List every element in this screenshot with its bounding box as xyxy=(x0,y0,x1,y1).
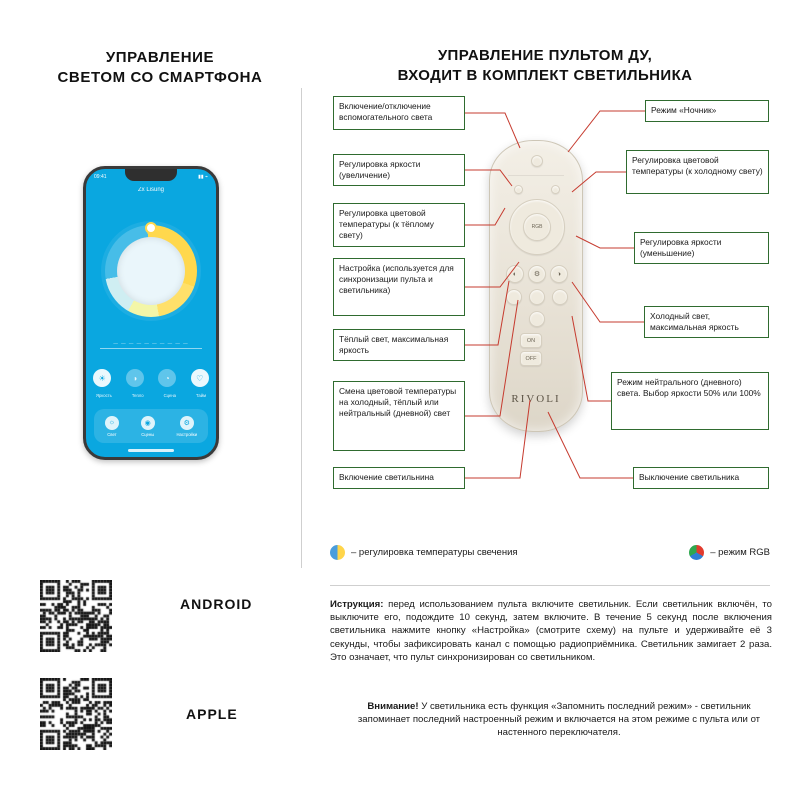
callout-left-3: Настройка (используется для синхронизации пульта и светильника) xyxy=(333,258,465,316)
smartphone-mockup xyxy=(83,166,219,460)
page-title-right xyxy=(330,46,760,86)
quick-action-warm-icon[interactable]: ◑ xyxy=(126,369,144,387)
warning-paragraph xyxy=(344,700,774,740)
store-label-android: ANDROID xyxy=(180,596,253,612)
callout-right-3: Холодный свет, максимальная яркость xyxy=(644,306,769,338)
home-indicator xyxy=(128,449,174,452)
button-neutral-mode[interactable] xyxy=(529,311,545,327)
title-left-line1: УПРАВЛЕНИЕ xyxy=(105,49,215,66)
button-temp-switch[interactable] xyxy=(529,289,545,305)
quick-action-brightness-icon[interactable]: ☀ xyxy=(93,369,111,387)
quick-action-label-1: Тепло xyxy=(131,393,144,398)
quick-action-label-2: Сцена xyxy=(163,393,176,398)
quick-action-scene-icon[interactable]: ◔ xyxy=(158,369,176,387)
remote-control xyxy=(489,140,583,432)
button-aux-light[interactable] xyxy=(514,185,523,194)
store-label-apple: APPLE xyxy=(186,706,238,722)
callout-left-1: Регулировка яркости (увеличение) xyxy=(333,154,465,186)
instruction-title: Иструкция: xyxy=(330,599,384,610)
app-title: Zx Lisung xyxy=(137,187,164,193)
quick-action-label-0: Яркость xyxy=(96,393,112,398)
ir-indicator-icon xyxy=(531,155,543,167)
button-temp-warm[interactable] xyxy=(506,289,522,305)
title-right-line2: ВХОДИТ В КОМПЛЕКТ СВЕТИЛЬНИКА xyxy=(397,67,693,84)
callout-right-4: Режим нейтрального (дневного) света. Выбор яркости 50% или 100% xyxy=(611,372,769,430)
quick-action-labels xyxy=(86,393,216,403)
tab-settings[interactable] xyxy=(177,416,198,437)
remote-separator-1 xyxy=(508,175,564,176)
phone-notch xyxy=(125,169,177,181)
qr-code-android xyxy=(40,580,112,652)
instruction-body: перед использованием пульта включите светильник. Если светильник включён, то выключите его, подождите 10 секунд, затем включите. В течение 5 секунд после включения светильника нажмите кнопку «Настройка» (смотрите схему) на пульте и удерживайте её 3 секунды, чтобы зафиксировать канал с помощью радиоприёмника. Светильник замигает 2 раза. Это означает, что пульт синхронизирован со светильником. xyxy=(330,599,772,663)
scenes-icon: ◉ xyxy=(141,416,155,430)
dial-handle[interactable] xyxy=(145,222,157,234)
button-on[interactable]: ON xyxy=(520,333,542,348)
callout-left-6: Включение светильнина xyxy=(333,467,465,489)
status-icons: ▮▮ ⌁ xyxy=(198,174,208,180)
legend-item-temperature xyxy=(330,545,518,560)
button-warm-max[interactable]: ◐ xyxy=(506,265,524,283)
callout-left-5: Смена цветовой температуры на холодный, тёплый или нейтральный (дневной) свет xyxy=(333,381,465,451)
horizontal-divider xyxy=(330,585,770,586)
title-right-line1: УПРАВЛЕНИЕ ПУЛЬТОМ ДУ, xyxy=(437,47,653,64)
quick-action-label-3: Тайм xyxy=(196,393,206,398)
button-setup[interactable]: ⚙ xyxy=(528,265,546,283)
brightness-slider[interactable] xyxy=(100,341,202,355)
callout-left-2: Регулировка цветовой температуры (к тёплому свету) xyxy=(333,203,465,247)
callout-right-0: Режим «Ночник» xyxy=(645,100,769,122)
button-night-mode[interactable] xyxy=(551,185,560,194)
button-rgb-center[interactable]: RGB xyxy=(523,213,551,241)
button-off[interactable]: OFF xyxy=(520,351,542,366)
instruction-paragraph xyxy=(330,598,772,664)
legend xyxy=(330,538,770,566)
slider-label: — — — — — — — — — — xyxy=(113,341,189,346)
callout-left-0: Включение/отключение вспомогательного света xyxy=(333,96,465,130)
tab-scenes[interactable] xyxy=(141,416,155,437)
callout-right-1: Регулировка цветовой температуры (к холодному свету) xyxy=(626,150,769,194)
callout-right-5: Выключение светильника xyxy=(633,467,769,489)
remote-brand: RIVOLI xyxy=(511,393,561,405)
button-cold-max[interactable]: ◑ xyxy=(550,265,568,283)
slider-track xyxy=(100,348,202,349)
warning-body: У светильника есть функция «Запомнить последний режим» - светильник запоминает последний настроенный режим и включается на этом режиме с пульта или от настенного переключателя. xyxy=(357,701,761,739)
legend-rgb-label: – режим RGB xyxy=(710,546,770,558)
tab-light-label: Свет xyxy=(107,431,117,437)
callout-left-4: Тёплый свет, максимальная яркость xyxy=(333,329,465,361)
color-temperature-icon xyxy=(330,545,345,560)
callout-right-2: Регулировка яркости (уменьшение) xyxy=(634,232,769,264)
quick-action-row xyxy=(86,365,216,391)
status-time: 09:41 xyxy=(94,174,107,180)
quick-action-timer-icon[interactable]: ♡ xyxy=(191,369,209,387)
tab-settings-label: Настройки xyxy=(176,431,198,437)
light-icon: ☼ xyxy=(105,416,119,430)
phone-tab-bar xyxy=(94,409,208,443)
title-left-line2: СВЕТОМ СО СМАРТФОНА xyxy=(57,69,263,86)
legend-temperature-label: – регулировка температуры свечения xyxy=(351,546,518,558)
qr-code-apple xyxy=(40,678,112,750)
gear-icon: ⚙ xyxy=(180,416,194,430)
color-temperature-dial[interactable] xyxy=(105,225,197,317)
page-title-left xyxy=(40,48,280,88)
vertical-divider xyxy=(301,88,302,568)
tab-scenes-label: Сцены xyxy=(141,431,155,437)
rgb-icon xyxy=(689,545,704,560)
tab-light[interactable] xyxy=(105,416,119,437)
legend-item-rgb xyxy=(689,545,770,560)
warning-title: Внимание! xyxy=(367,701,419,712)
button-temp-cold[interactable] xyxy=(552,289,568,305)
